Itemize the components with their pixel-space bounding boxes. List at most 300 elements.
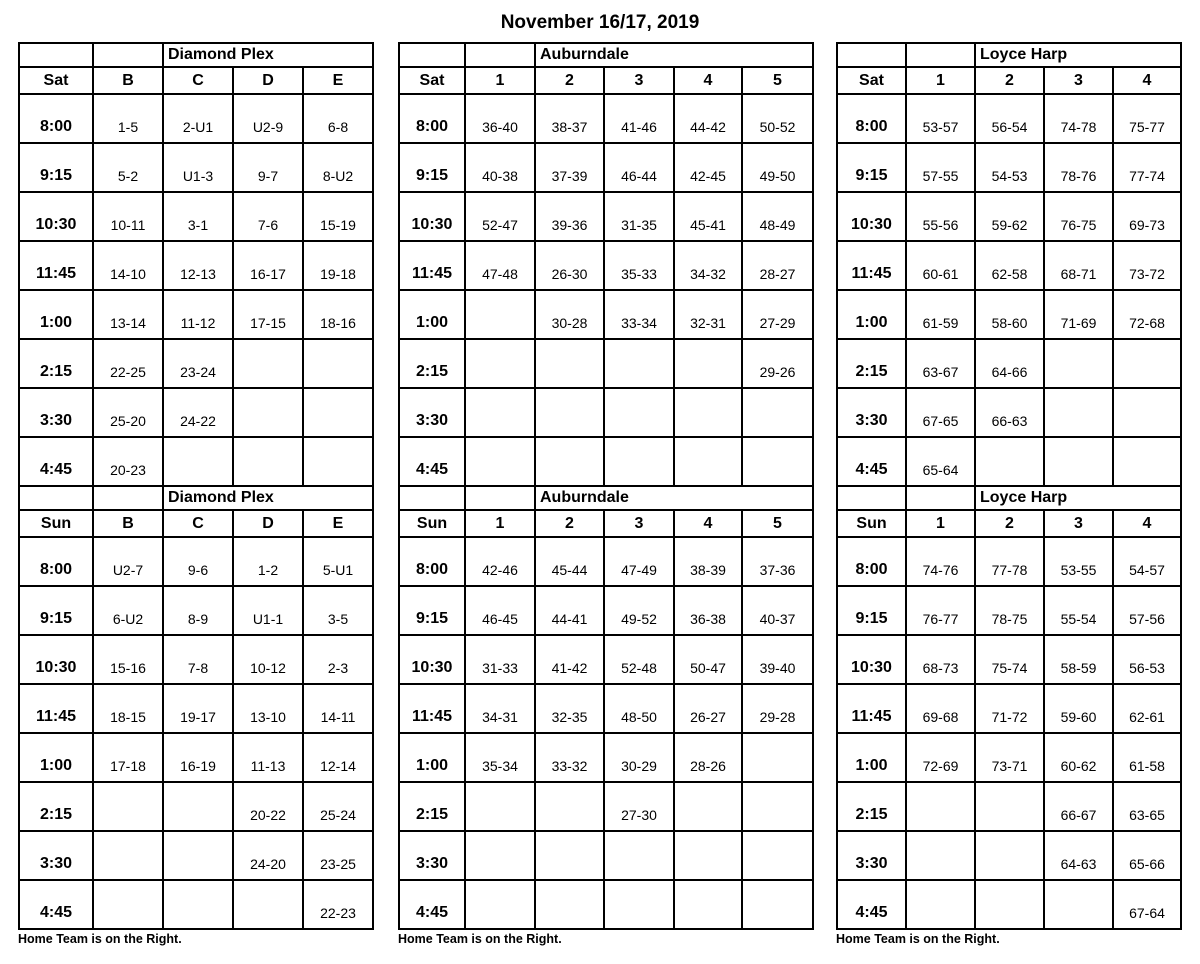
score-cell: [742, 831, 813, 880]
score-cell: 59-62: [975, 192, 1044, 241]
schedule-table-body: [399, 43, 813, 929]
score-cell: 37-39: [535, 143, 604, 192]
column-header: 1: [906, 510, 975, 537]
score-cell: 53-57: [906, 94, 975, 143]
score-cell: [975, 880, 1044, 929]
score-cell: [742, 733, 813, 782]
schedule-row: [19, 831, 373, 880]
score-cell: 42-45: [674, 143, 742, 192]
schedule-table: [836, 42, 1182, 930]
score-cell: 26-27: [674, 684, 742, 733]
day-label: Sat: [19, 67, 93, 94]
schedule-table: [18, 42, 374, 930]
blank-cell: [399, 43, 465, 67]
score-cell: 65-64: [906, 437, 975, 486]
schedule-row: [19, 880, 373, 929]
score-cell: 1-2: [233, 537, 303, 586]
score-cell: 28-26: [674, 733, 742, 782]
blank-cell: [906, 486, 975, 510]
schedule-block-diamond-plex: [18, 42, 372, 946]
score-cell: 2-U1: [163, 94, 233, 143]
column-header: 1: [465, 67, 535, 94]
score-cell: [1113, 339, 1181, 388]
time-label: 2:15: [19, 782, 93, 831]
score-cell: 71-72: [975, 684, 1044, 733]
score-cell: 35-33: [604, 241, 674, 290]
home-team-note: Home Team is on the Right.: [836, 932, 1000, 946]
time-label: 9:15: [837, 586, 906, 635]
schedule-row: [399, 290, 813, 339]
score-cell: 46-45: [465, 586, 535, 635]
venue-header-row: [837, 43, 1181, 67]
score-cell: 53-55: [1044, 537, 1113, 586]
schedule-table-body: [837, 43, 1181, 929]
score-cell: [604, 388, 674, 437]
time-label: 4:45: [837, 437, 906, 486]
time-label: 9:15: [399, 143, 465, 192]
score-cell: 38-37: [535, 94, 604, 143]
score-cell: 57-55: [906, 143, 975, 192]
score-cell: 58-60: [975, 290, 1044, 339]
score-cell: [1044, 339, 1113, 388]
score-cell: 27-29: [742, 290, 813, 339]
score-cell: [742, 388, 813, 437]
time-label: 11:45: [19, 684, 93, 733]
score-cell: [535, 437, 604, 486]
score-cell: 44-41: [535, 586, 604, 635]
time-label: 4:45: [399, 437, 465, 486]
score-cell: 14-10: [93, 241, 163, 290]
score-cell: 39-36: [535, 192, 604, 241]
score-cell: 32-31: [674, 290, 742, 339]
score-cell: [674, 388, 742, 437]
schedule-row: [19, 635, 373, 684]
score-cell: [93, 782, 163, 831]
score-cell: 34-32: [674, 241, 742, 290]
schedule-row: [399, 143, 813, 192]
score-cell: [674, 880, 742, 929]
score-cell: 25-20: [93, 388, 163, 437]
blank-cell: [93, 486, 163, 510]
score-cell: 22-25: [93, 339, 163, 388]
schedule-row: [837, 241, 1181, 290]
venue-header-row: [837, 486, 1181, 510]
score-cell: 62-61: [1113, 684, 1181, 733]
score-cell: 13-10: [233, 684, 303, 733]
score-cell: 76-77: [906, 586, 975, 635]
score-cell: 68-73: [906, 635, 975, 684]
time-label: 10:30: [399, 192, 465, 241]
column-header: E: [303, 67, 373, 94]
blank-cell: [465, 486, 535, 510]
score-cell: [465, 437, 535, 486]
blank-cell: [399, 486, 465, 510]
time-label: 3:30: [837, 388, 906, 437]
score-cell: 40-38: [465, 143, 535, 192]
score-cell: 65-66: [1113, 831, 1181, 880]
blank-cell: [465, 43, 535, 67]
score-cell: 63-67: [906, 339, 975, 388]
schedule-row: [837, 143, 1181, 192]
schedule-table: [398, 42, 814, 930]
schedule-block-auburndale: [398, 42, 812, 946]
score-cell: 13-14: [93, 290, 163, 339]
venue-header-row: [399, 43, 813, 67]
schedule-row: [399, 733, 813, 782]
time-label: 9:15: [19, 586, 93, 635]
score-cell: 5-U1: [303, 537, 373, 586]
schedule-row: [837, 192, 1181, 241]
score-cell: 19-18: [303, 241, 373, 290]
score-cell: 54-57: [1113, 537, 1181, 586]
score-cell: 18-15: [93, 684, 163, 733]
score-cell: 72-69: [906, 733, 975, 782]
schedule-row: [19, 94, 373, 143]
score-cell: 52-47: [465, 192, 535, 241]
score-cell: 19-17: [163, 684, 233, 733]
day-label: Sun: [19, 510, 93, 537]
time-label: 4:45: [399, 880, 465, 929]
schedule-row: [837, 94, 1181, 143]
score-cell: 66-67: [1044, 782, 1113, 831]
score-cell: 37-36: [742, 537, 813, 586]
score-cell: 67-64: [1113, 880, 1181, 929]
score-cell: 5-2: [93, 143, 163, 192]
schedule-row: [19, 782, 373, 831]
venue-name: Auburndale: [535, 486, 813, 510]
score-cell: 33-34: [604, 290, 674, 339]
score-cell: [303, 339, 373, 388]
page-title: November 16/17, 2019: [500, 12, 700, 33]
home-team-note: Home Team is on the Right.: [18, 932, 182, 946]
score-cell: 8-9: [163, 586, 233, 635]
score-cell: 61-58: [1113, 733, 1181, 782]
time-label: 4:45: [19, 437, 93, 486]
score-cell: [233, 880, 303, 929]
score-cell: 3-5: [303, 586, 373, 635]
schedule-row: [837, 339, 1181, 388]
day-header-row: [19, 510, 373, 537]
score-cell: 29-28: [742, 684, 813, 733]
score-cell: 72-68: [1113, 290, 1181, 339]
score-cell: 59-60: [1044, 684, 1113, 733]
score-cell: 49-50: [742, 143, 813, 192]
time-label: 8:00: [837, 94, 906, 143]
schedule-row: [399, 437, 813, 486]
score-cell: 27-30: [604, 782, 674, 831]
score-cell: [975, 831, 1044, 880]
score-cell: [465, 290, 535, 339]
score-cell: 38-39: [674, 537, 742, 586]
score-cell: 16-19: [163, 733, 233, 782]
schedule-row: [19, 388, 373, 437]
score-cell: 60-62: [1044, 733, 1113, 782]
schedule-row: [837, 437, 1181, 486]
score-cell: 47-48: [465, 241, 535, 290]
score-cell: 56-54: [975, 94, 1044, 143]
column-header: 4: [674, 510, 742, 537]
day-header-row: [837, 67, 1181, 94]
schedule-row: [19, 241, 373, 290]
schedule-row: [19, 143, 373, 192]
home-team-note: Home Team is on the Right.: [398, 932, 562, 946]
score-cell: 36-40: [465, 94, 535, 143]
score-cell: 36-38: [674, 586, 742, 635]
schedule-row: [399, 782, 813, 831]
score-cell: [163, 782, 233, 831]
time-label: 2:15: [837, 782, 906, 831]
schedule-row: [399, 586, 813, 635]
score-cell: 52-48: [604, 635, 674, 684]
score-cell: [674, 782, 742, 831]
schedule-row: [399, 94, 813, 143]
score-cell: [303, 437, 373, 486]
score-cell: U2-7: [93, 537, 163, 586]
score-cell: 74-76: [906, 537, 975, 586]
day-label: Sun: [837, 510, 906, 537]
score-cell: 76-75: [1044, 192, 1113, 241]
score-cell: [674, 437, 742, 486]
score-cell: [604, 437, 674, 486]
score-cell: [604, 339, 674, 388]
score-cell: 62-58: [975, 241, 1044, 290]
score-cell: 8-U2: [303, 143, 373, 192]
score-cell: [674, 831, 742, 880]
time-label: 2:15: [837, 339, 906, 388]
score-cell: [1044, 388, 1113, 437]
schedule-row: [837, 537, 1181, 586]
schedule-row: [19, 684, 373, 733]
time-label: 3:30: [399, 831, 465, 880]
column-header: C: [163, 510, 233, 537]
score-cell: [465, 782, 535, 831]
schedule-row: [399, 192, 813, 241]
schedule-row: [399, 635, 813, 684]
day-header-row: [399, 510, 813, 537]
score-cell: 78-76: [1044, 143, 1113, 192]
column-header: 2: [535, 67, 604, 94]
score-cell: [93, 831, 163, 880]
column-header: 3: [1044, 510, 1113, 537]
score-cell: 73-71: [975, 733, 1044, 782]
schedule-row: [837, 388, 1181, 437]
score-cell: 2-3: [303, 635, 373, 684]
score-cell: 6-U2: [93, 586, 163, 635]
score-cell: 17-18: [93, 733, 163, 782]
time-label: 11:45: [837, 241, 906, 290]
column-header: 2: [535, 510, 604, 537]
column-header: 3: [604, 67, 674, 94]
schedule-row: [19, 586, 373, 635]
time-label: 10:30: [19, 192, 93, 241]
score-cell: 32-35: [535, 684, 604, 733]
score-cell: [906, 880, 975, 929]
score-cell: 58-59: [1044, 635, 1113, 684]
score-cell: [906, 782, 975, 831]
score-cell: 48-49: [742, 192, 813, 241]
venue-name: Diamond Plex: [163, 486, 373, 510]
time-label: 2:15: [399, 339, 465, 388]
score-cell: 24-22: [163, 388, 233, 437]
score-cell: U2-9: [233, 94, 303, 143]
time-label: 10:30: [837, 192, 906, 241]
time-label: 1:00: [19, 290, 93, 339]
time-label: 3:30: [19, 388, 93, 437]
schedule-row: [399, 831, 813, 880]
column-header: 3: [604, 510, 674, 537]
score-cell: [975, 437, 1044, 486]
score-cell: 30-29: [604, 733, 674, 782]
score-cell: [975, 782, 1044, 831]
score-cell: [535, 831, 604, 880]
score-cell: 60-61: [906, 241, 975, 290]
score-cell: 23-24: [163, 339, 233, 388]
score-cell: 7-8: [163, 635, 233, 684]
score-cell: 9-7: [233, 143, 303, 192]
score-cell: 64-66: [975, 339, 1044, 388]
score-cell: 31-35: [604, 192, 674, 241]
score-cell: 50-47: [674, 635, 742, 684]
blank-cell: [19, 486, 93, 510]
score-cell: 34-31: [465, 684, 535, 733]
score-cell: 49-52: [604, 586, 674, 635]
blank-cell: [906, 43, 975, 67]
score-cell: 23-25: [303, 831, 373, 880]
score-cell: [465, 831, 535, 880]
score-cell: 55-56: [906, 192, 975, 241]
score-cell: 55-54: [1044, 586, 1113, 635]
score-cell: [1044, 880, 1113, 929]
score-cell: [465, 339, 535, 388]
score-cell: 57-56: [1113, 586, 1181, 635]
schedule-row: [399, 339, 813, 388]
column-header: 1: [906, 67, 975, 94]
day-header-row: [19, 67, 373, 94]
schedule-row: [19, 437, 373, 486]
time-label: 3:30: [19, 831, 93, 880]
column-header: 5: [742, 67, 813, 94]
schedule-row: [837, 880, 1181, 929]
score-cell: 12-13: [163, 241, 233, 290]
day-header-row: [399, 67, 813, 94]
score-cell: 16-17: [233, 241, 303, 290]
score-cell: 75-74: [975, 635, 1044, 684]
schedule-row: [399, 684, 813, 733]
venue-name: Diamond Plex: [163, 43, 373, 67]
score-cell: 77-74: [1113, 143, 1181, 192]
schedule-row: [399, 241, 813, 290]
score-cell: 41-42: [535, 635, 604, 684]
score-cell: 61-59: [906, 290, 975, 339]
column-header: 4: [1113, 510, 1181, 537]
schedule-row: [19, 339, 373, 388]
venue-name: Loyce Harp: [975, 43, 1181, 67]
schedule-row: [837, 290, 1181, 339]
score-cell: [535, 880, 604, 929]
score-cell: [742, 437, 813, 486]
score-cell: 68-71: [1044, 241, 1113, 290]
time-label: 1:00: [19, 733, 93, 782]
column-header: 1: [465, 510, 535, 537]
time-label: 8:00: [399, 537, 465, 586]
score-cell: 45-44: [535, 537, 604, 586]
blank-cell: [19, 43, 93, 67]
score-cell: 25-24: [303, 782, 373, 831]
column-header: 2: [975, 510, 1044, 537]
day-label: Sat: [837, 67, 906, 94]
score-cell: 46-44: [604, 143, 674, 192]
time-label: 11:45: [399, 684, 465, 733]
score-cell: 63-65: [1113, 782, 1181, 831]
time-label: 3:30: [837, 831, 906, 880]
time-label: 1:00: [399, 290, 465, 339]
time-label: 1:00: [837, 290, 906, 339]
blank-cell: [837, 43, 906, 67]
score-cell: 42-46: [465, 537, 535, 586]
blank-cell: [93, 43, 163, 67]
score-cell: [535, 782, 604, 831]
column-header: 5: [742, 510, 813, 537]
score-cell: 40-37: [742, 586, 813, 635]
schedule-row: [837, 635, 1181, 684]
score-cell: 3-1: [163, 192, 233, 241]
schedule-row: [837, 684, 1181, 733]
score-cell: 6-8: [303, 94, 373, 143]
venue-header-row: [19, 43, 373, 67]
schedule-row: [19, 537, 373, 586]
time-label: 10:30: [19, 635, 93, 684]
score-cell: [163, 880, 233, 929]
score-cell: 24-20: [233, 831, 303, 880]
day-label: Sat: [399, 67, 465, 94]
column-header: D: [233, 510, 303, 537]
score-cell: 18-16: [303, 290, 373, 339]
score-cell: 11-12: [163, 290, 233, 339]
score-cell: U1-1: [233, 586, 303, 635]
score-cell: 67-65: [906, 388, 975, 437]
score-cell: [465, 388, 535, 437]
score-cell: 15-19: [303, 192, 373, 241]
score-cell: 17-15: [233, 290, 303, 339]
score-cell: 20-23: [93, 437, 163, 486]
score-cell: [163, 831, 233, 880]
column-header: E: [303, 510, 373, 537]
time-label: 9:15: [837, 143, 906, 192]
schedule-table-body: [19, 43, 373, 929]
tables-row: [0, 42, 1200, 946]
score-cell: 74-78: [1044, 94, 1113, 143]
column-header: 2: [975, 67, 1044, 94]
day-label: Sun: [399, 510, 465, 537]
blank-cell: [837, 486, 906, 510]
time-label: 2:15: [19, 339, 93, 388]
time-label: 9:15: [399, 586, 465, 635]
venue-name: Auburndale: [535, 43, 813, 67]
schedule-block-loyce-harp: [836, 42, 1180, 946]
column-header: B: [93, 67, 163, 94]
score-cell: 41-46: [604, 94, 674, 143]
time-label: 10:30: [399, 635, 465, 684]
score-cell: [233, 388, 303, 437]
time-label: 9:15: [19, 143, 93, 192]
score-cell: [465, 880, 535, 929]
time-label: 10:30: [837, 635, 906, 684]
score-cell: 73-72: [1113, 241, 1181, 290]
score-cell: 75-77: [1113, 94, 1181, 143]
score-cell: 64-63: [1044, 831, 1113, 880]
score-cell: [535, 388, 604, 437]
schedule-row: [837, 782, 1181, 831]
